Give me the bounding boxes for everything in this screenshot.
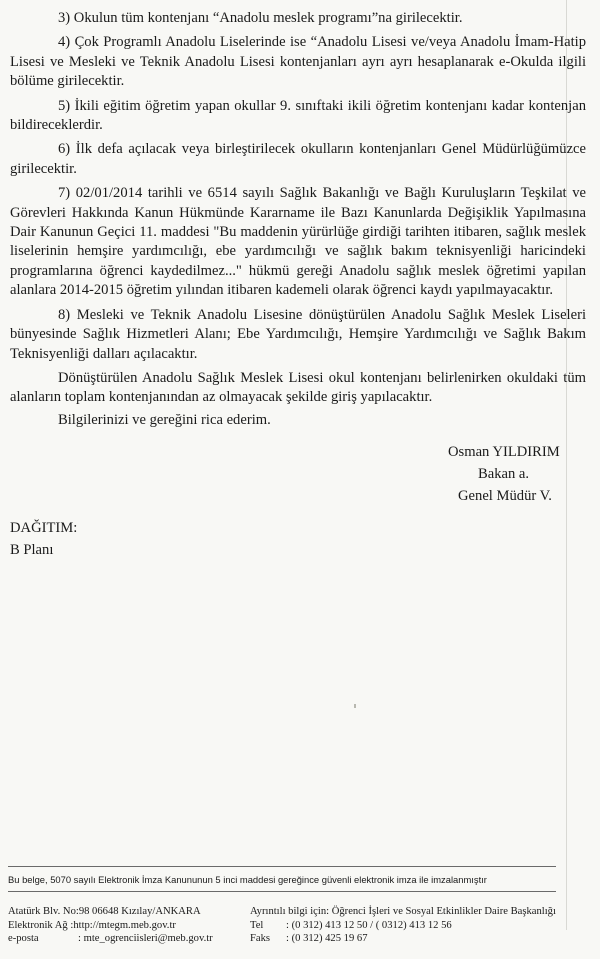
paragraph-item-5: 5) İkili eğitim öğretim yapan okullar 9. sınıftaki ikili öğretim kontenjanı kadar kontenjan bildireceklerdir. [10, 97, 586, 134]
footer-web-link[interactable]: http://mtegm.meb.gov.tr [73, 919, 176, 931]
footer-address: Atatürk Blv. No:98 06648 Kızılay/ANKARA [8, 906, 201, 917]
footer-email-label: e-posta [8, 933, 39, 945]
footer-email-row [8, 932, 213, 946]
signature-block [420, 441, 600, 507]
distribution-item: B Planı [10, 542, 54, 558]
paragraph-item-4: 4) Çok Programlı Anadolu Liselerinde ise “Anadolu Lisesi ve/veya Anadolu İmam-Hatip Lisesi ve Mesleki ve Teknik Anadolu Lisesi kontenjanları ayrı ayrı hesaplanarak e-Okulda ilgili bölüme girilecektir. [10, 34, 586, 90]
footer-tel-value: : (0 312) 413 12 50 / ( 0312) 413 12 56 [286, 919, 452, 931]
letter-body [10, 9, 586, 430]
footer-tel-row [250, 919, 556, 933]
footer-contact-right [250, 905, 556, 946]
scan-speck [354, 704, 356, 708]
footer-web-label: Elektronik Ağ : [8, 919, 74, 931]
esignature-note: Bu belge, 5070 sayılı Elektronik İmza Kanununun 5 inci maddesi gereğince güvenli elektronik imza ile imzalanmıştır [8, 874, 487, 885]
closing-line: Bilgilerinizi ve gereğini rica ederim. [58, 411, 271, 428]
footer-divider-top [8, 866, 556, 867]
distribution-block [10, 517, 77, 561]
paragraph-conversion-note: Dönüştürülen Anadolu Sağlık Meslek Lisesi okul kontenjanı belirlenirken okuldaki tüm alanların toplam kontenjanından az olmayacak şekilde giriş yapılacaktır. [10, 369, 586, 406]
footer-contact-left [8, 905, 213, 946]
footer-divider-bottom [8, 891, 556, 892]
footer-fax-row [250, 932, 556, 946]
paragraph-item-8: 8) Mesleki ve Teknik Anadolu Lisesine dönüştürülen Anadolu Sağlık Meslek Liseleri bünyesinde Sağlık Hizmetleri Alanı; Ebe Yardımcılığı, Hemşire Yardımcılığı ve Sağlık Bakım Teknisyenliği dalları açılacaktır. [10, 306, 586, 362]
paragraph-item-3: 3) Okulun tüm kontenjanı “Anadolu meslek programı”na girilecektir. [58, 10, 463, 26]
footer-fax-value: : (0 312) 425 19 67 [286, 933, 368, 945]
footer-web-row [8, 919, 213, 933]
paragraph-item-7: 7) 02/01/2014 tarihli ve 6514 sayılı Sağlık Bakanlığı ve Bağlı Kuruluşların Teşkilat ve Görevleri Hakkında Kanun Hükmünde Kararname ile Bazı Kanunlarda Değişiklik Yapılmasına Dair Kanunun Geçici 11. maddesi "Bu maddenin yürürlüğe girdiği tarihten itibaren, sağlık meslek liselerinin hemşire yardımcılığı, ebe yardımcılığı ve sağlık bakım teknisyenliği haricindeki programlarına öğrenci kaydedilmez..." hükmü gereği Anadolu sağlık meslek öğretimi yapılan alanlara 2014-2015 öğretim yılından itibaren kademeli olarak öğrenci kaydı yapılmayacaktır. [10, 185, 586, 299]
distribution-heading: DAĞITIM: [10, 520, 78, 536]
footer-fax-label: Faks [250, 933, 271, 945]
footer-email-link[interactable]: : mte_ogrenciisleri@meb.gov.tr [78, 933, 213, 945]
paragraph-item-6: 6) İlk defa açılacak veya birleştirilecek okulların kontenjanları Genel Müdürlüğümüzce girilecektir. [10, 141, 586, 177]
signatory-capacity: Bakan a. [478, 466, 530, 482]
signatory-name: Osman YILDIRIM [448, 444, 560, 460]
signatory-title: Genel Müdür V. [458, 488, 552, 504]
footer-info: Ayrıntılı bilgi için: Öğrenci İşleri ve Sosyal Etkinlikler Daire Başkanlığı [250, 906, 556, 917]
footer-tel-label: Tel [250, 919, 264, 931]
